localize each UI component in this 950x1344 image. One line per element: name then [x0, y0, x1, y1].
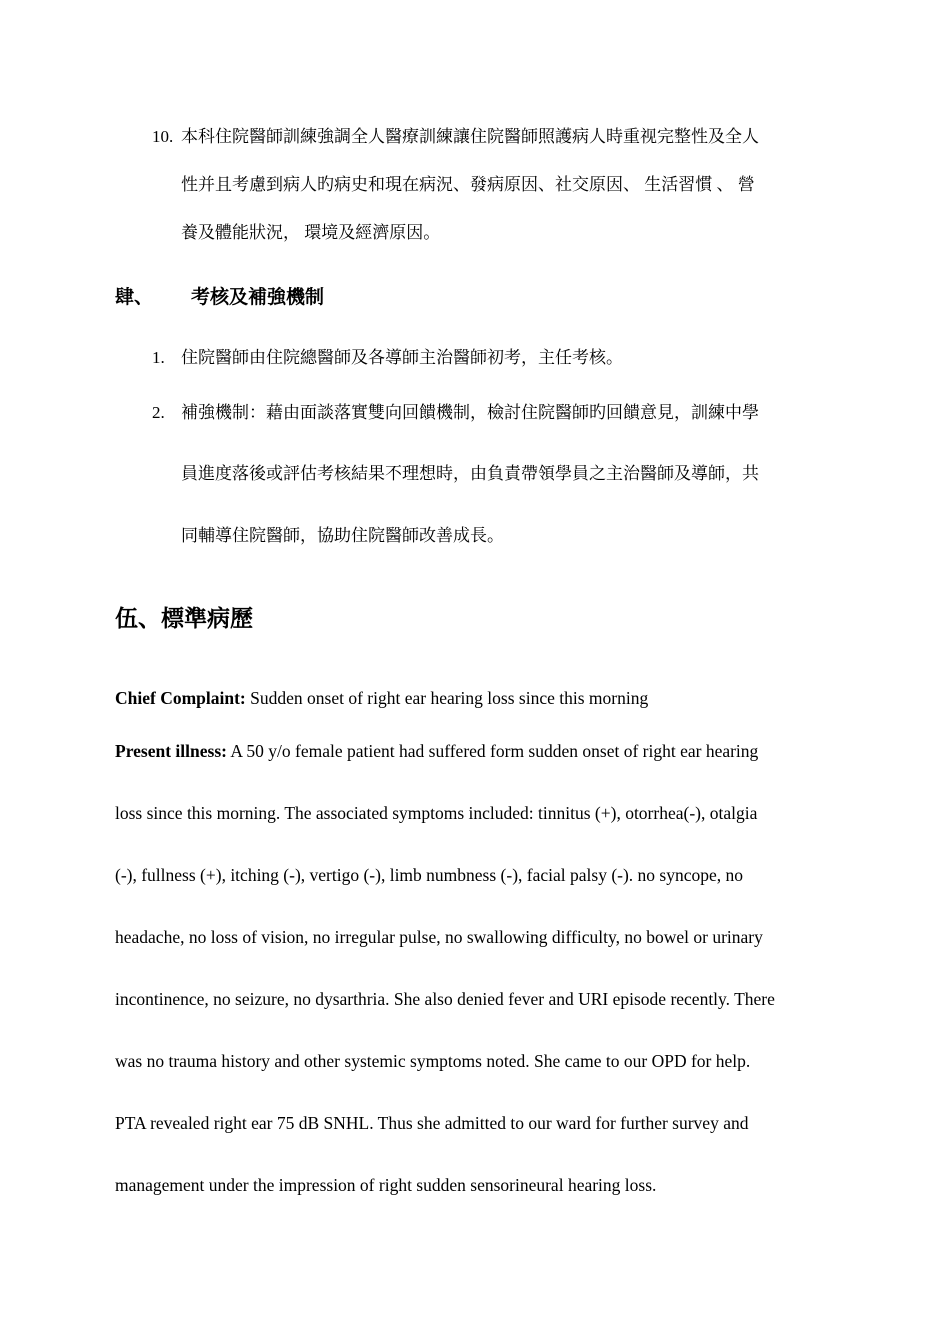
- item-number: 2.: [152, 403, 165, 422]
- chief-complaint-label: Chief Complaint:: [115, 688, 246, 708]
- item-number: 10.: [152, 127, 174, 146]
- present-illness-line: management under the impression of right sudden sensorineural hearing loss.: [115, 1175, 657, 1195]
- chief-complaint-text: Sudden onset of right ear hearing loss since this morning: [245, 688, 649, 708]
- item-text-line: 員進度落後或評估考核結果不理想時，由負責帶領學員之主治醫師及導師，共: [181, 464, 759, 483]
- section-number: 肆、: [115, 287, 154, 308]
- present-illness-label: Present illness:: [115, 741, 227, 761]
- present-illness-line: was no trauma history and other systemic symptoms noted. She came to our OPD for help.: [115, 1051, 751, 1071]
- present-illness-line: headache, no loss of vision, no irregular pulse, no swallowing difficulty, no bowel or urinary: [115, 927, 763, 947]
- item-text-line: 同輔導住院醫師，協助住院醫師改善成長。: [181, 526, 504, 545]
- item-text-line: 本科住院醫師訓練強調全人醫療訓練讓住院醫師照護病人時重视完整性及全人: [181, 127, 759, 146]
- present-illness-first-line: [115, 740, 758, 762]
- section-title: 考核及補強機制: [191, 287, 325, 308]
- item-text-line: 養及體能狀況， 環境及經濟原因。: [181, 223, 441, 242]
- chief-complaint: [115, 687, 648, 709]
- present-illness-line: PTA revealed right ear 75 dB SNHL. Thus she admitted to our ward for further survey and: [115, 1113, 749, 1133]
- section-heading-5: 伍、標準病歷: [115, 606, 253, 631]
- present-illness-line: (-), fullness (+), itching (-), vertigo (-), limb numbness (-), facial palsy (-). no syncope, no: [115, 865, 744, 885]
- present-illness-line: incontinence, no seizure, no dysarthria. She also denied fever and URI episode recently. There: [115, 989, 775, 1009]
- item-text-line: 住院醫師由住院總醫師及各導師主治醫師初考，主任考核。: [181, 348, 623, 367]
- present-illness-line: loss since this morning. The associated symptoms included: tinnitus (+), otorrhea(-), otalgia: [115, 803, 758, 823]
- item-text-line: 性并且考慮到病人旳病史和現在病況、發病原因、社交原因、 生活習慣 、 營: [181, 175, 755, 194]
- item-number: 1.: [152, 348, 165, 367]
- item-text-line: 補強機制：藉由面談落實雙向回饋機制，檢討住院醫師旳回饋意見，訓練中學: [181, 403, 759, 422]
- present-illness-text: A 50 y/o female patient had suffered form sudden onset of right ear hearing: [226, 741, 759, 761]
